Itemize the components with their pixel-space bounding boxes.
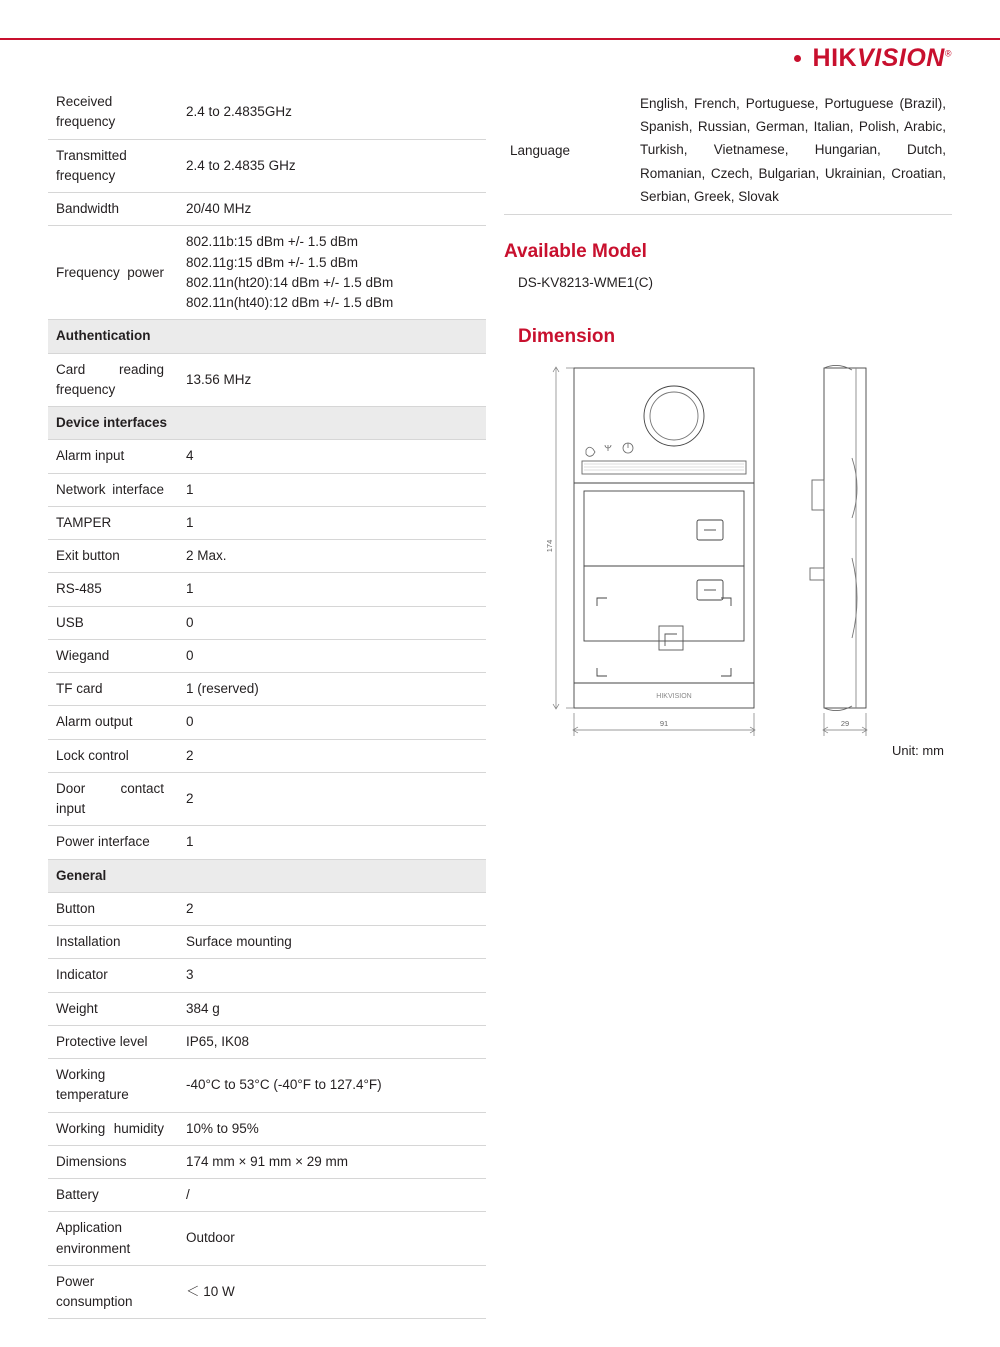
- spec-value: 2: [178, 892, 486, 925]
- spec-value-multiline: [178, 226, 486, 320]
- table-row: [48, 440, 486, 473]
- spec-key: Application environment: [48, 1212, 178, 1266]
- table-row: [48, 926, 486, 959]
- spec-key: Lock control: [48, 739, 178, 772]
- side-width-dimension-label: 29: [840, 719, 850, 729]
- table-row: [48, 226, 486, 320]
- language-key: Language: [504, 86, 634, 215]
- spec-key: Working temperature: [48, 1059, 178, 1113]
- right-column: [504, 86, 952, 768]
- spec-value-line: 802.11n(ht20):14 dBm +/- 1.5 dBm: [186, 274, 394, 290]
- spec-value: 2.4 to 2.4835GHz: [178, 86, 486, 139]
- spec-value: 2 Max.: [178, 540, 486, 573]
- spec-key: Working humidity: [48, 1112, 178, 1145]
- specification-table-area: [48, 86, 486, 1319]
- header-rule: [0, 38, 1000, 40]
- table-row: [48, 573, 486, 606]
- spec-key: Bandwidth: [48, 193, 178, 226]
- dimension-drawing-area: [504, 358, 952, 768]
- spec-value: /: [178, 1179, 486, 1212]
- device-front-logo: HIKVISION: [656, 693, 692, 701]
- spec-value-line: 802.11n(ht40):12 dBm +/- 1.5 dBm: [186, 295, 394, 310]
- spec-value: 1 (reserved): [178, 673, 486, 706]
- spec-value: 20/40 MHz: [178, 193, 486, 226]
- table-row: [48, 1059, 486, 1113]
- spec-key: TF card: [48, 673, 178, 706]
- spec-key: Dimensions: [48, 1145, 178, 1178]
- front-height-dimension-label: 174: [545, 539, 554, 553]
- spec-key: Network interface: [48, 473, 178, 506]
- dimension-heading: Dimension: [518, 326, 616, 348]
- brand-registered-mark: ®: [944, 48, 952, 59]
- spec-value: 1: [178, 473, 486, 506]
- spec-key: Door contact input: [48, 772, 178, 826]
- table-row: [48, 826, 486, 859]
- brand-wordmark: [813, 44, 952, 73]
- brand-dot-icon: [794, 55, 801, 62]
- spec-key: Weight: [48, 992, 178, 1025]
- table-row: [48, 606, 486, 639]
- spec-value: 0: [178, 639, 486, 672]
- brand-name-part1: HIK: [812, 44, 858, 72]
- spec-key: Exit button: [48, 540, 178, 573]
- language-value: English, French, Portuguese, Portuguese (Brazil), Spanish, Russian, German, Italian, Polish, Arabic, Turkish, Vietnamese, Hungarian, Dutch, Romanian, Czech, Bulgarian, Ukrainian, Croatian, Serbian, Greek, Slovak: [634, 86, 952, 215]
- spec-key: Protective level: [48, 1025, 178, 1058]
- section-header-device-interfaces: [48, 407, 486, 440]
- spec-value: 1: [178, 506, 486, 539]
- spec-key: Installation: [48, 926, 178, 959]
- spec-key: Alarm input: [48, 440, 178, 473]
- spec-value: 2: [178, 739, 486, 772]
- spec-value: 10% to 95%: [178, 1112, 486, 1145]
- spec-value: 0: [178, 706, 486, 739]
- spec-key: RS-485: [48, 573, 178, 606]
- spec-value: 384 g: [178, 992, 486, 1025]
- spec-key: Power interface: [48, 826, 178, 859]
- table-row: [48, 1212, 486, 1266]
- table-row: [48, 772, 486, 826]
- spec-value: IP65, IK08: [178, 1025, 486, 1058]
- section-label: Authentication: [48, 320, 486, 353]
- table-row: [48, 1179, 486, 1212]
- spec-key: Frequency power: [48, 226, 178, 320]
- section-header-authentication: [48, 320, 486, 353]
- table-row: [48, 1025, 486, 1058]
- spec-value: Outdoor: [178, 1212, 486, 1266]
- table-row: [48, 353, 486, 407]
- spec-value: 3: [178, 959, 486, 992]
- specification-table-body: [48, 86, 486, 1319]
- spec-key: TAMPER: [48, 506, 178, 539]
- spec-value: 1: [178, 826, 486, 859]
- table-row: [48, 1145, 486, 1178]
- section-label: General: [48, 859, 486, 892]
- spec-key: Button: [48, 892, 178, 925]
- spec-key: USB: [48, 606, 178, 639]
- table-row: [48, 959, 486, 992]
- available-model-heading: Available Model: [504, 241, 647, 263]
- specification-table: [48, 86, 486, 1319]
- spec-key: Wiegand: [48, 639, 178, 672]
- front-width-dimension-label: 91: [659, 719, 669, 729]
- language-table: [504, 86, 952, 215]
- spec-key: Power consumption: [48, 1265, 178, 1319]
- table-row: [48, 540, 486, 573]
- table-row: [48, 506, 486, 539]
- table-row: [48, 139, 486, 193]
- spec-key: Transmitted frequency: [48, 139, 178, 193]
- unit-label: Unit: mm: [892, 743, 944, 759]
- section-label: Device interfaces: [48, 407, 486, 440]
- spec-value: 1: [178, 573, 486, 606]
- table-row: [48, 1265, 486, 1319]
- spec-value: -40°C to 53°C (-40°F to 127.4°F): [178, 1059, 486, 1113]
- table-row: [48, 473, 486, 506]
- spec-key: Battery: [48, 1179, 178, 1212]
- brand-logo: [794, 44, 952, 73]
- spec-value: 0: [178, 606, 486, 639]
- spec-key: Indicator: [48, 959, 178, 992]
- available-model-value: DS-KV8213-WME1(C): [518, 275, 654, 291]
- table-row: [48, 992, 486, 1025]
- table-row: [48, 739, 486, 772]
- table-row: [48, 706, 486, 739]
- spec-value: Surface mounting: [178, 926, 486, 959]
- spec-key: Card reading frequency: [48, 353, 178, 407]
- table-row: [48, 193, 486, 226]
- table-row: [504, 86, 952, 215]
- table-row: [48, 673, 486, 706]
- spec-value: 174 mm × 91 mm × 29 mm: [178, 1145, 486, 1178]
- table-row: [48, 892, 486, 925]
- brand-name-part2: VISION: [857, 44, 945, 72]
- table-row: [48, 639, 486, 672]
- table-row: [48, 86, 486, 139]
- spec-value: 2: [178, 772, 486, 826]
- table-row: [48, 1112, 486, 1145]
- spec-value-line: 802.11b:15 dBm +/- 1.5 dBm: [186, 234, 358, 250]
- spec-key: Received frequency: [48, 86, 178, 139]
- section-header-general: [48, 859, 486, 892]
- spec-value: 13.56 MHz: [178, 353, 486, 407]
- spec-value: ＜ 10 W: [178, 1265, 486, 1319]
- spec-value-line: 802.11g:15 dBm +/- 1.5 dBm: [186, 254, 358, 270]
- spec-value: 2.4 to 2.4835 GHz: [178, 139, 486, 193]
- spec-value: 4: [178, 440, 486, 473]
- dimension-drawing-svg: [504, 358, 952, 758]
- spec-key: Alarm output: [48, 706, 178, 739]
